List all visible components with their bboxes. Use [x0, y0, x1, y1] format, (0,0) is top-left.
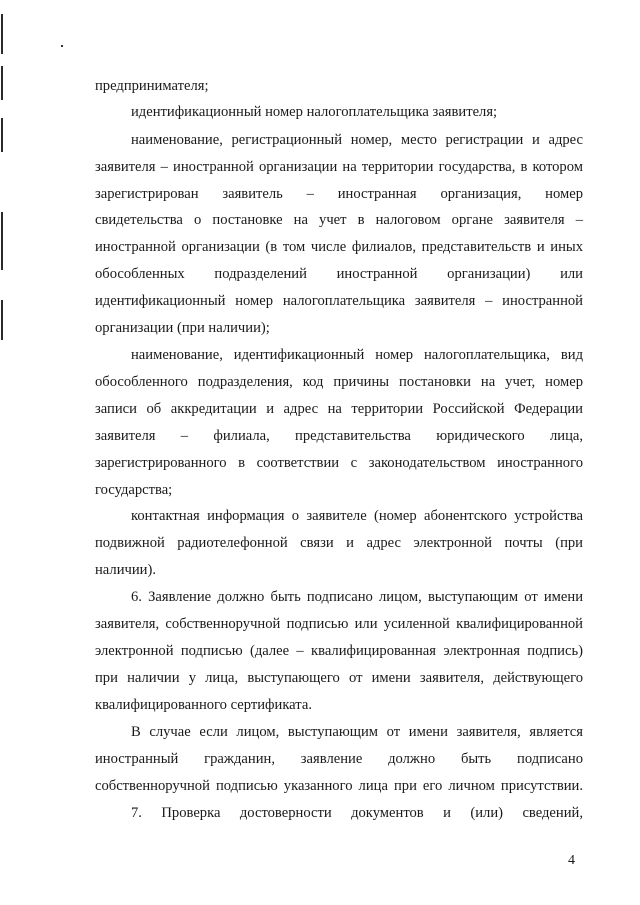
text-line: государства; [95, 482, 173, 498]
text-line: зарегистрирован заявитель – иностранная организация, номер [95, 186, 583, 202]
text-line: наличии). [95, 562, 156, 578]
text-line: наименование, идентификационный номер налогоплательщика, вид [131, 347, 583, 363]
text-line: обособленных подразделений иностранной организации) или [95, 266, 583, 282]
scan-left-edge [0, 0, 4, 905]
text-line: 7. Проверка достоверности документов и (или) сведений, [131, 805, 583, 821]
text-line: подвижной радиотелефонной связи и адрес электронной почты (при [95, 535, 583, 551]
text-line: 6. Заявление должно быть подписано лицом, выступающим от имени [131, 589, 583, 605]
text-line: контактная информация о заявителе (номер абонентского устройства [131, 508, 583, 524]
text-line: электронной подписью (далее – квалифицированная электронная подпись) [95, 643, 583, 659]
text-line: заявителя – иностранной организации на территории государства, в котором [95, 159, 583, 175]
text-line: обособленного подразделения, код причины постановки на учет, номер [95, 374, 583, 390]
text-line: заявителя – филиала, представительства юридического лица, [95, 428, 583, 444]
text-line: идентификационный номер налогоплательщика заявителя; [131, 104, 498, 120]
page-number: 4 [568, 853, 575, 868]
text-line: записи об аккредитации и адрес на территории Российской Федерации [95, 401, 583, 417]
text-line: иностранный гражданин, заявление должно быть подписано [95, 751, 583, 767]
text-line: наименование, регистрационный номер, место регистрации и адрес [131, 132, 583, 148]
text-line: зарегистрированного в соответствии с законодательством иностранного [95, 455, 583, 471]
text-line: свидетельства о постановке на учет в налоговом органе заявителя – [95, 212, 583, 228]
text-line: заявителя, собственноручной подписью или усиленной квалифицированной [95, 616, 583, 632]
text-line: идентификационный номер налогоплательщика заявителя – иностранной [95, 293, 583, 309]
text-line: В случае если лицом, выступающим от имени заявителя, является [131, 724, 583, 740]
text-line: при наличии у лица, выступающего от имени заявителя, действующего [95, 670, 583, 686]
text-line: организации (при наличии); [95, 320, 270, 336]
text-line: собственноручной подписью указанного лица при его личном присутствии. [95, 778, 583, 794]
text-line: квалифицированного сертификата. [95, 697, 312, 713]
text-line: иностранной организации (в том числе филиалов, представительств и иных [95, 239, 583, 255]
scan-speck [61, 45, 63, 47]
text-line: предпринимателя; [95, 78, 209, 94]
